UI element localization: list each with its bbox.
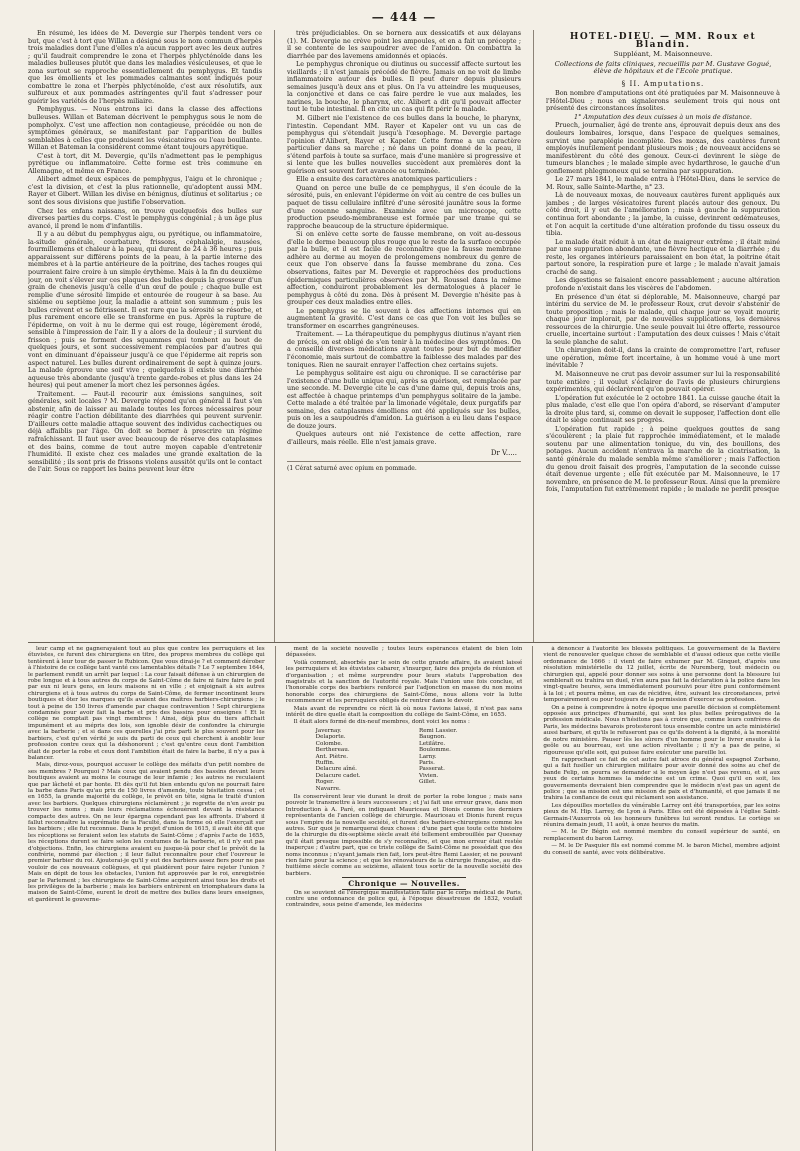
- paragraph: Mais avant de reprendre ce récit là où nous l'avions laissé, il n'est pas sans intérêt de dire quelle était la composition du collège de Saint-Côme, en 1655.: [285, 705, 523, 719]
- paragraph: très préjudiciables. On se bornera aux dessicatifs et aux délayans (1). M. Devergie ne crève point les ampoules, et en a fait un précepte ; il se contente de les saupoudrer avec de l'amidon. On combattra la diarrhée par des lavemens amidonnés et opiacés.: [287, 30, 521, 60]
- top-section: [28, 30, 780, 643]
- member-name: Javernay.: [315, 727, 342, 734]
- paragraph: Les digestions se faisaient encore passablement ; aucune altération profonde n'existait dans les viscères de l'abdomen.: [546, 276, 780, 292]
- paragraph: Le pemphygus chronique ou diutinus ou successif affecte surtout les vieillards ; il n'est jamais précédé de fièvre. Jamais on ne voit de limbe inflammatoire autour des bulles. Il peut durer depuis plusieurs semaines jusqu'à deux ans et plus. On l'a vu atteindre les muqueuses, la conjonctive et dans ce cas faire perdre le vue aux malades, les narines, la bouche, le pharynx, etc. Alibert a dit qu'il pouvait affecter tout le tube intestinal. Il en cite un cas qui fit périr le malade.: [287, 60, 521, 114]
- paragraph: On se souvient de l'énergique manifestation faite par le corps médical de Paris, contre une ordonnance de police qui, à l'époque désastreuse de 1832, voulait contraindre, sous peine d'amende, les médecins: [285, 889, 523, 909]
- column-divider: [275, 646, 276, 1151]
- column-divider: [533, 30, 534, 642]
- member-name: Remi Lassier.: [419, 727, 458, 734]
- paragraph: Voilà comment, absorbés par le soin de cette grande affaire, ils avaient laissé les perruquiers et les étuvistes cabarer, s'insurger, faire des projets de réunion et d'organisation ; et même surprendre pour leurs statuts l'approbation des magistrats et la sanction de l'autorité royale. Mais l'union une fois conclue, et l'honorable corps des barbiers renforcé par l'adjonction en masse du non moins honorable corps des chirurgiens de Saint-Côme, nous allons voir la lutte recommencer et les perruquiers obligés de rentrer dans le devoir.: [285, 659, 523, 705]
- paragraph: L'opération fut rapide ; à peine quelques gouttes de sang s'écoulèrent ; la plaie fut rapprochée immédiatement, et le malade soutenu par une alimentation tonique, du vin, des bouillons, des potages. Aucun accident n'entrava la marche de la cicatrisation, la santé générale du malade sembla même s'améliorer ; mais l'affection du genou droit faisait des progrès, l'amputation de la seconde cuisse était devenue urgente ; elle fut exécutée par M. Maisonneuve, le 17 novembre, en présence de M. le professeur Roux. Ainsi que la première fois, l'amputation fut extrêmement rapide ; le malade ne perdit presque: [546, 424, 780, 494]
- paragraph: Traitement. — Faut-il recourir aux émissions sanguines, soit générales, soit locales ? M. Devergie répond qu'en général il faut s'en abstenir, afin de laisser au malade toutes les forces nécessaires pour réagir contre l'action débilitante des diarrhées qui peuvent survenir. D'ailleurs cette maladie attaque souvent des individus cachectiques ou déjà affaiblis par l'âge. On doit se borner à prescrire un régime rafraîchissant. Il faut user avec beaucoup de réserve des cataplasmes et des bains, comme de tout autre moyen capable d'entretenir l'humidité. Il existe chez ces malades une grande exaltation de la sensibilité ; ils sont pris de frissons violens aussitôt qu'ils ont le contact de l'air. Sous ce rapport les bains peuvent leur être: [28, 389, 262, 474]
- paragraph: Ils conservèrent leur vie durant le droit de porter la robe longue ; mais sans pouvoir le transmettre à leurs successeurs ; et j'ai fait une erreur grave, dans mon Introduction à A. Paré, en indiquant Mauriceau et Dionis comme les derniers représentants de l'ancien collège de chirurgie. Mauriceau et Dionis furent reçus sous l'empire de la nouvelle société, et furent des barbiers-chirurgiens comme les autres. Sur quoi je remarquerai deux choses : d'une part que toute cette histoire de la chirurgie du dix-septième siècle avait été tellement embrouillée par Quesnay qu'il était presque impossible de s'y reconnaître, et que mon erreur était restée inaperçue ; d'autre part, que ce triste collège de Saint-Côme ne possédait que des noms inconnus ; n'ayant jamais rien fait, lors peut-être Remi Lassier, et ne pouvant rien faire pour la science ; et que les rénovateurs de la chirurgie française, au dix-huitième siècle comme au seizième, allaient tous sortir de la nouvelle société des barbiers.: [285, 793, 523, 877]
- chapter-heading: § II. Amputations.: [621, 78, 705, 88]
- member-name: Paris.: [419, 759, 435, 766]
- paragraph: Mais, direz-vous, pourquoi accuser le collège des méfaits d'un petit nombre de ses membres ? Pourquoi ? Mais ceux qui avaient pendu des bassins devant leurs boutiques avaient au moins le courage de leur infamie ; les autres ne reculaient que par lâcheté et par honte. Et dès qu'il fut bien entendu qu'on ne pourrait faire la barbe dans Paris qu'au prix de 150 livres d'amende, toute hésitation cessa ; et en 1655, la grande majorité du collège, le prévôt en tête, signa le traité d'union avec les barbiers. Quelques chirurgiens réclamèrent ; je regrette de n'en avoir pu trouver les noms ; mais leurs réclamations échouèrent devant la résistance compacte des autres. On ne leur épargna cependant pas les affronts. D'abord il fallut reconnaître la suprématie de la Faculté, dans la forme où elle l'exerçait sur les barbiers ; elle fut reconnue. Dans le projet d'union de 1615, il avait été dit que les réceptions se feraient selon les statuts de Saint-Côme ; d'après l'acte de 1655, les réceptions durent se faire selon les coutumes de la barberie, et il n'y eut pas d'objections. Enfin, les chirurgiens avaient eu jusque-là pour chef le prévôt de la confrérie, nommé par élection ; il leur fallut reconnaître pour chef l'ouvreur le premier barbier du roi. Ajouterai-je qu'il y eut des barbiers assez fiers pour ne pas vouloir de ces nouveaux collègues, et qui plaidèrent pour faire rejeter l'union ? Mais en dépit de tous les obstacles, l'union fut approuvée par le roi, enregistrée par le Parlement ; les chirurgiens de Saint-Côme acquirent ainsi tous les droits et les privilèges de la barberie ; mais les barbiers entrèrent en triomphateurs dans la maison de Saint-Côme, eurent le droit de mettre des bulles dans leurs enseignes, et gardèrent le gouverne-: [28, 762, 265, 903]
- member-name: Baugnon.: [419, 734, 446, 741]
- paragraph: Elle a ensuite des caractères anatomiques particuliers :: [296, 175, 477, 184]
- member-name: Colombe.: [315, 740, 343, 747]
- member-name: Vivien.: [419, 772, 439, 779]
- column-divider: [274, 30, 275, 642]
- paragraph: Quand on perce une bulle de ce pemphygus, il s'en écoule de la sérosité, puis, en enlevant l'épiderme on voit au centre de ces bulles un paquet de tissu cellulaire infiltré d'une sérosité jaunâtre sous la forme d'une couenne sanguine. Examinée avec un microscope, cette production pseudo-membraneuse est formée par une trame qui se rapproche beaucoup de la structure épidermique.: [287, 183, 521, 230]
- member-name: Delaporte.: [315, 734, 346, 741]
- paragraph: On a peine à comprendre à notre époque une pareille décision si complètement opposée aux principes d'humanité, qui sont les plus belles prérogatives de la profession médicale. Nous n'hésitons pas à croire que, comme leurs confrères de Paris, les médecins bavarois protesteront tous ensemble contre un acte ministériel aussi barbare, et qu'ils le refuseront pas ce qu'ils doivent à la dignité, à la moralité de notre ministère. Pauser lès les sûrers d'un homme pour le livrer ensuite à la geôle ou au bourreau, est une action révoltante ; il n'y a pas de peine, si rigoureuse qu'elle soit, qui puisse faire exécuter une pareille loi.: [543, 704, 781, 756]
- paragraph: Pemphygus. — Nous entrons ici dans la classe des affections bulleuses. Willan et Bateman décrivent le pemphygus sous le nom de pompholyx. C'est une affection non contagieuse, précédée ou non de symptômes généraux, se manifestant par l'apparition de bulles semblables à celles que produisent les vésicatoires ou l'eau bouillante. Willan et Bateman la considèrent comme étant toujours apyrétique.: [28, 105, 262, 152]
- paragraph: Il était alors formé de dix-neuf membres, dont voici les noms :: [293, 719, 470, 726]
- paragraph: Quelques auteurs ont nié l'existence de cette affection, rare d'ailleurs, mais réelle. Elle n'est jamais grave.: [287, 430, 521, 446]
- bottom-section: [28, 643, 780, 1151]
- member-names-list: [286, 727, 523, 794]
- paragraph: 1° Amputation des deux cuisses à un mois de distance.: [574, 112, 752, 121]
- paragraph: Le pemphygus solitaire est aigu ou chronique. Il se caractérise par l'existence d'une bulle unique qui, après sa guérison, est remplacée par une seconde. M. Devergie cite le cas d'une dame qui, depuis trois ans, est affectée à chaque printemps d'un pemphygus solitaire de la jambe. Cette malade a été traitée par la limonade végétale, deux purgatifs par semaine, des cataplasmes émolliens ont été appliqués sur les bulles, puis on les a saupoudrés d'amidon. La guérison a eu lieu dans l'espace de douze jours.: [287, 369, 521, 430]
- paragraph: Les dépouilles mortelles du vénérable Larrey ont été transportées, par les soins pieux de M. Hip. Larrey, de Lyon à Paris. Elles ont été déposées à l'église Saint-Germain-l'Auxerrois où les honneurs funèbres lui seront rendus. Le cortège se réunira demain jeudi, 11 août, à onze heures du matin.: [543, 802, 781, 828]
- paragraph: En résumé, les idées de M. Devergie sur l'herpès tendent vers ce but, que c'est à tort que Willan a désigné sous le nom commun d'herpès trois maladies dont l'une d'elles n'a aucun rapport avec les deux autres ; qu'il faudrait comprendre le zona et l'herpès phlycténoïde dans les maladies bulleuses plutôt que dans les maladies vésiculeuses, et que le zona surtout se rapproche essentiellement du pemphygus. Et tandis que les émollients et les pommades calmantes sont indiqués pour combattre le zona et l'herpès phlycténoïde, c'est aux résolutifs, aux sulfureux et aux pommades astringentes qu'il faut s'adresser pour guérir les variétés de l'herpès miliaire.: [28, 30, 262, 105]
- paragraph: En présence d'un état si déplorable, M. Maisonneuve, chargé par intérim du service de M. le professeur Roux, crut devoir s'abstenir de toute proposition ; mais le malade, qui chaque jour se voyait mourir, chaque jour implorait, par de nouvelles supplications, les dernières ressources de la chirurgie. Une seule pouvait lui être offerte, ressource cruelle, incertaine surtout : l'amputation des deux cuisses ! Mais c'était la seule planche de salut.: [546, 292, 780, 346]
- paragraph: M. Maisonneuve ne crut pas devoir assumer sur lui la responsabilité toute entière ; il voulut s'éclairer de l'avis de plusieurs chirurgiens expérimentés, qui déclarèrent qu'on pouvait opérer.: [546, 369, 780, 394]
- footnote: (1 Cérat saturné avec opium en pommade.: [287, 461, 521, 472]
- column-pemphygus-chronique: [287, 30, 521, 642]
- paragraph: — M. le Dr Bégin est nommé membre du conseil supérieur de santé, en remplacement du baron Larrey.: [543, 829, 781, 842]
- member-name: Ant. Piètre.: [315, 753, 348, 760]
- member-name: Berthereau.: [315, 747, 350, 754]
- member-name: Delacure cadet.: [315, 772, 361, 779]
- page-number: — 444 —: [371, 10, 437, 24]
- paragraph: Il y a au début du pemphygus aigu, ou pyrétique, ou inflammatoire, la-situde générale, courbature, frissons, céphalalgie, nausées, fourmillemens et chaleur à la peau, qui durent de 24 à 36 heures ; puis apparaissent sur différens points de la peau, à la partie interne des membres et à la partie antérieure de la poitrine, des taches rouges qui pourraient faire croire à un simple érythème. Mais à la fin du deuxième jour, on voit s'élever sur ces plaques des bulles depuis la grosseur d'un grain de chenevis jusqu'à celle d'un œuf de poule ; chaque bulle est remplie d'une sérosité limpide et entourée de rougeur à sa base. Au sixième ou septième jour, la maladie a atteint son summum ; puis les bulles crèvent et se flétrissent. Il est rare que la sérosité se résorbe, et plus rarement encore elle se transforme en pus. Après la rupture de l'épiderme, on voit à nu le derme qui est rouge, légèrement érodé, sensible à l'impression de l'air. Il y a alors de la douleur ; il survient du frisson ; puis se forment des squammes qui tombent au bout de quelques jours, et sont successivement remplacées par d'autres qui vont en diminuant d'épaisseur jusqu'à ce que l'épiderme ait repris son aspect naturel. Les bulles durent ordinairement de sept à quinze jours. La malade éprouve une soif vive ; quelquefois il existe une diarrhée aqueuse très abondante (jusqu'à trente garde-robes et plus dans les 24 heures) qui peut amener la mort chez les personnes âgées.: [28, 230, 262, 390]
- member-name: Boulomme.: [419, 747, 451, 754]
- member-name: Roger.: [315, 779, 334, 786]
- paragraph: Un chirurgien doit-il, dans la crainte de compromettre l'art, refuser une opération, même fort incertaine, à un homme voué à une mort inévitable ?: [546, 346, 780, 370]
- member-name: Larny.: [419, 753, 437, 760]
- paragraph: L'opération fut exécutée le 2 octobre 1841. La cuisse gauche était la plus malade, c'est elle que l'on opéra d'abord, se réservant d'amputer la droite plus tard, si, comme on devait le supposer, l'affection dont elle était le siège continuait ses progrès.: [546, 393, 780, 425]
- column-barbiers-history: [28, 646, 265, 1151]
- member-name: Gillet.: [419, 779, 437, 786]
- member-name: [419, 786, 522, 792]
- column-hotel-dieu: [546, 30, 780, 642]
- paragraph: Le 27 mars 1841, le malade entra à l'Hôtel-Dieu, dans le service de M. Roux, salle Sainte-Marthe, n° 23.: [546, 175, 780, 191]
- section-subtitle: Suppléant, M. Maisonneuve.: [613, 50, 713, 59]
- paragraph: Bon nombre d'amputations ont été pratiquées par M. Maisonneuve à l'Hôtel-Dieu ; nous en signalerons seulement trois qui nous ont présenté des circonstances insolites.: [546, 89, 780, 113]
- paragraph: Chez les enfans naissans, on trouve quelquefois des bulles sur diverses parties du corps. C'est le pemphygus congénial ; à un âge plus avancé, il prend le nom d'infantilis.: [28, 206, 262, 230]
- paragraph: leur camp et ne gagnerayaient tout au plus que contre les perruquiers et les étuvistes, ce furent des chirurgiens en titre, des propres membres du collège qui tentèrent à leur tour de passer le Rubicon. Que vous dirai-je ? et comment dérober à l'histoire de ce collège tant vanté ces lamentables détails ? Le 7 septembre 1644, le parlement rendit un arrêt par lequel : La cour faisait défense à un chirurgien de robe longue et à tous autres du corps de Saint-Côme de faire ni faire faire le poil par eux ni leurs gens, en leurs maisons ni en ville ; et enjoignait à six autres chirurgiens et à tous autres du corps de Saint-Côme, de fermer incontinent leurs boutiques et ôter les marques qu'ils avaient des maîtres barbiers-chirurgiens ; le tout à peine de 150 livres d'amende par chaque contravention ! Sept chirurgiens condamnés pour avoir fait la barbe et pris des bassins pour enseignes ! Et le collège ne comptait pas vingt membres ! Ainsi, déjà plus du tiers affichait impunément et au mépris des lois, son ignoble désir de confondre la chirurgie avec la barberie ; et si dans ces querelles j'ai pris parti le plus souvent pour les barbiers, c'est qu'en vérité je suis du parti de ceux qui cherchent à anoblir leur profession contre ceux qui la déshonorent ; c'est qu'entre ceux dont l'ambition était de porter la robe et ceux dont l'ambition était de faire la barbe, il n'y a pas à balancer.: [28, 646, 265, 761]
- paragraph: — M. le Dr Pasquier fils est nommé comme M. le baron Michel, membre adjoint du conseil de santé, avec voix délibérative.: [543, 843, 781, 856]
- paragraph: ment de la société nouvelle ; toutes leurs espérances étaient de bien loin dépassées.: [285, 646, 523, 659]
- column-saint-come: [286, 646, 523, 1151]
- collection-title: Collections de faits cliniques, recueillis par M. Gustave Gogué, élève de hôpitaux et de l'Ecole pratique.: [554, 59, 772, 76]
- paragraph: Le pemphygus se lie souvent à des affections internes qui en augmentent la gravité. C'est dans ce cas que l'on voit les bulles se transformer en escarrhes gangréneuses.: [287, 306, 521, 330]
- paragraph: Là de nouveaux moxas, de nouveaux cautères furent appliqués aux jambes ; de larges vésicatoires furent placés autour des genoux. Du côté droit, il y eut de l'amélioration ; mais à gauche la suppuration continua fort abondante ; la jambe, la cuisse, devinrent œdémateuses, et l'on acquit la certitude d'une altération profonde du tissu osseux du tibia.: [546, 191, 780, 238]
- member-name: Delacure aîné.: [315, 766, 357, 773]
- paragraph: Pruech, journalier, âgé de trente ans, éprouvait depuis deux ans des douleurs lombaires, lorsque, dans l'espace de quelques semaines, survint une paraplégie incomplète. Des moxas, des cautères furent employés inutilement pendant plusieurs mois ; de nouveaux accidens se manifestèrent du côté des genoux. Ceux-ci devinrent le siège de tumeurs blanches ; le malade simple avec hydarthrose, le gauche d'un gonflement phlegmoneux qui se termina par suppuration.: [546, 121, 780, 175]
- section-title: HOTEL-DIEU. — MM. Roux et Blandin.: [569, 32, 757, 50]
- member-name: Ruffin.: [315, 759, 335, 766]
- member-name: Navarre.: [315, 785, 341, 792]
- paragraph: Si on enlève cette sorte de fausse membrane, on voit au-dessous d'elle le derme beaucoup plus rouge que le reste de la surface occupée par la bulle, et il est facile de reconnaître que la fausse membrane adhère au derme au moyen de prolongemens nombreux du genre de ceux que l'on observe dans la fausse membrane du zona. Ces observations, faites par M. Devergie et rapprochées des productions épidermiques particulières observées par M. Roussel dans la même affection, conduiront probablement les dermatologues à placer le pemphygus à côté du zona. Dès à présent M. Devergie n'hésite pas à grouper ces deux maladies entre elles.: [287, 230, 521, 307]
- column-divider: [532, 646, 533, 1151]
- paragraph: C'est à tort, dit M. Devergie, qu'ils n'admettent pas le pemphigus pyrétique ou inflammatoire. Cette forme est très commune en Allemagne, et même en France.: [28, 151, 262, 175]
- member-name: Letilâtre.: [419, 740, 446, 747]
- newspaper-page: [28, 0, 780, 1139]
- paragraph: M. Gilbert nie l'existence de ces bulles dans la bouche, le pharynx, l'intestin. Cependant MM. Rayer et Kapeler ont vu un cas de pemphygus qui s'étendait jusqu'à l'œsophage. M. Devergie partage l'opinion d'Alibert, Rayer et Kapeler. Cette forme a un caractère particulier dans sa marche ; né dans un point donné de la peau, il s'étend parfois à toute sa surface, mais d'une manière si progressive et si lente que les bulles nouvelles succèdent aux premières dont la guérison est souvent fort avancée ou terminée.: [287, 114, 521, 175]
- member-name: Passerat.: [419, 766, 445, 773]
- paragraph: Le malade était réduit à un état de maigreur extrême ; il était miné par une suppuration abondante, une fièvre hectique et la diarrhée ; du reste, les organes intérieurs paraissaient en bon état, la poitrine était partout sonore, la respiration pure et large ; le malade n'avait jamais craché de sang.: [546, 237, 780, 276]
- paragraph: Alibert admet deux espèces de pemphygus, l'aigu et le chronique ; c'est la division, et c'est la plus rationnelle, qu'adoptent aussi MM. Rayer et Gibert. Willan les divise en bénignus, diutinus et solitarius ; ce sont des sous divisions que justifie l'observation.: [28, 175, 262, 207]
- paragraph: En rapprochant ce fait de cet autre fait atroce du général espagnol Zurbano, qui a fait fusiller un chirurgien militaire pour avoir donné des soins au chef de bande Felip, on pourra se demander si le moyen âge n'est pas revenu, et si aux yeux de certains hommes la médecine est un crime. Quoi qu'il en soit, les gouvernements devraient bien comprendre que le médecin n'est pas un agent de police ; que sa mission est une mission de paix et d'humanité, et que jamais il ne trahira la confiance de ceux qui réclament son assistance.: [543, 756, 781, 802]
- author-signature: Dr V.....: [490, 448, 517, 457]
- paragraph: à dénoncer à l'autorité les blessés politiques. Le gouvernement de la Bavière vient de renouveler quelque chose de semblable et d'aussi odieux que cette vieille ordonnance de 1666 : il vient de faire exhumer par M. Ginquet, d'après une résolution ministérielle du 12 juillet, écrite de Nuremberg, tout médecin ou chirurgien qui, appelé pour donner ses soins à une personne dont la blessure lui semblerait ou trahira un duel, n'en aura pas fait la déclaration à la police dans les vingt-quatre heures, sera immédiatement poursuivi pour être puni conformément à la loi ; et pourra même, en cas de récidive, être, suivant les circonstances, privé temporairement ou pour toujours de la permission d'exercer sa profession.: [543, 646, 781, 704]
- paragraph: Traitement. — La thérapeutique du pemphygus diutinus n'ayant rien de précis, on est obligé de s'en tenir à la médecine des symptômes. On a conseillé diverses médications ayant toutes pour but de modifier l'économie, mais surtout de combattre la faiblesse des malades par des toniques. Rien ne saurait enrayer l'affection chez certains sujets.: [287, 330, 521, 369]
- chronique-title: Chronique — Nouvelles.: [342, 877, 466, 890]
- column-herpes-pemphygus: [28, 30, 262, 642]
- column-news: [543, 646, 780, 1151]
- chronique-heading: [286, 881, 523, 887]
